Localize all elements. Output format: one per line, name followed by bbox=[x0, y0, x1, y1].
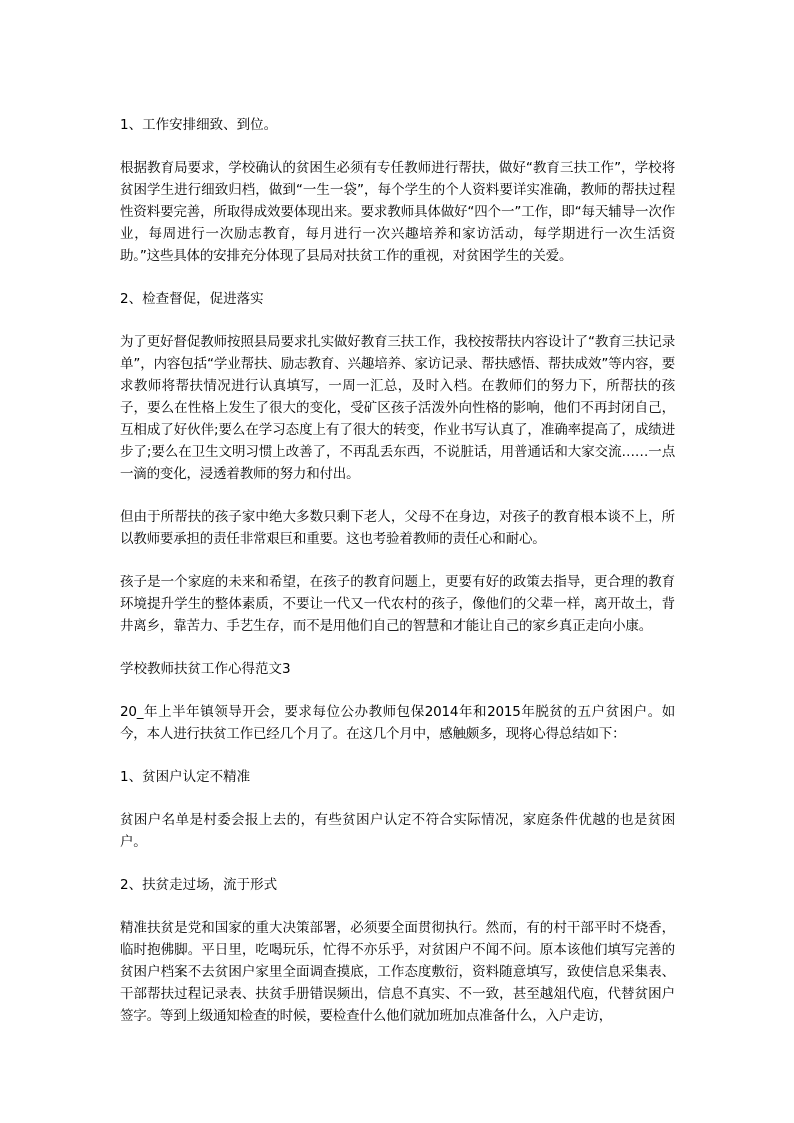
document-page bbox=[120, 114, 675, 1048]
paragraph-record-sheet: 为了更好督促教师按照县局要求扎实做好教育三扶工作，我校按帮扶内容设计了“教育三扶记录单”，内容包括“学业帮扶、励志教育、兴趣培养、家访记录、帮扶感悟、帮扶成效”等内容，要求教师将帮扶情况进行认真填写，一周一汇总，及时入档。在教师们的努力下，所帮扶的孩子，要么在性格上发生了很大的变化，受矿区孩子活泼外向性格的影响，他们不再封闭自己，互相成了好伙伴;要么在学习态度上有了很大的转变，作业书写认真了，准确率提高了，成绩进步了;要么在卫生文明习惯上改善了，不再乱丢东西，不说脏话，用普通话和大家交流……一点一滴的变化，浸透着教师的努力和付出。 bbox=[120, 334, 675, 482]
section-heading-formality: 2、扶贫走过场，流于形式 bbox=[120, 877, 278, 893]
section-heading-work-arrangement: 1、工作安排细致、到位。 bbox=[120, 117, 278, 133]
section-heading-inspection: 2、检查督促，促进落实 bbox=[120, 291, 264, 307]
paragraph-formality: 精准扶贫是党和国家的重大决策部署，必须要全面贯彻执行。然而，有的村干部平时不烧香，临时抱佛脚。平日里，吃喝玩乐，忙得不亦乐乎，对贫困户不闻不问。原本该他们填写完善的贫困户档案不去贫困户家里全面调查摸底，工作态度敷衍，资料随意填写，致使信息采集表、干部帮扶过程记录表、扶贫手册错误频出，信息不真实、不一致，甚至越俎代庖，代替贫困户签字。等到上级通知检查的时候，要检查什么他们就加班加点准备什么，入户走访， bbox=[120, 920, 675, 1024]
paragraph-responsibility: 但由于所帮扶的孩子家中绝大多数只剩下老人，父母不在身边，对孩子的教育根本谈不上，所以教师要承担的责任非常艰巨和重要。这也考验着教师的责任心和耐心。 bbox=[120, 509, 675, 547]
paragraph-future-hope: 孩子是一个家庭的未来和希望，在孩子的教育问题上，更要有好的政策去指导，更合理的教育环境提升学生的整体素质，不要让一代又一代农村的孩子，像他们的父辈一样，离开故土，背井离乡，靠苦力、手艺生存，而不是用他们自己的智慧和才能让自己的家乡真正走向小康。 bbox=[120, 574, 675, 634]
paragraph-intro: 20_年上半年镇领导开会，要求每位公办教师包保2014年和2015年脱贫的五户贫困户。如今，本人进行扶贫工作已经几个月了。在这几个月中，感触颇多，现将心得总结如下： bbox=[120, 704, 675, 742]
paragraph-requirements: 根据教育局要求，学校确认的贫困生必须有专任教师进行帮扶，做好“教育三扶工作”，学校将贫困学生进行细致归档，做到“一生一袋”，每个学生的个人资料要详实准确，教师的帮扶过程性资料要完善，所取得成效要体现出来。要求教师具体做好“四个一”工作，即“每天辅导一次作业，每周进行一次励志教育，每月进行一次兴趣培养和家访活动，每学期进行一次生活资助。”这些具体的安排充分体现了县局对扶贫工作的重视，对贫困学生的关爱。 bbox=[120, 160, 675, 264]
paragraph-identification: 贫困户名单是村委会报上去的，有些贫困户认定不符合实际情况，家庭条件优越的也是贫困户。 bbox=[120, 812, 675, 850]
section-heading-identification: 1、贫困户认定不精准 bbox=[120, 769, 251, 785]
essay-title-3: 学校教师扶贫工作心得范文3 bbox=[120, 661, 291, 677]
